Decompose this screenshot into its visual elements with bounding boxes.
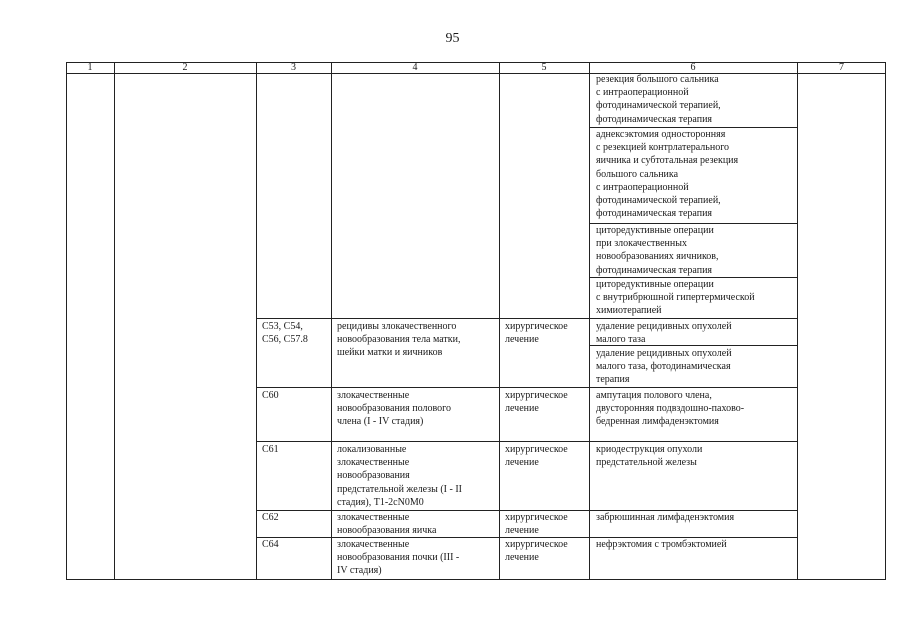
disease-cell: злокачественные новообразования почки (III - IV стадия)	[337, 539, 460, 577]
row-divider	[256, 387, 797, 388]
treatment-method-cell: резекция большого сальника с интраоперационной фотодинамической терапией, фотодинамическая терапия	[596, 74, 721, 125]
disease-cell: злокачественные новообразования яичка	[337, 512, 437, 537]
disease-cell: рецидивы злокачественного новообразования тела матки, шейки матки и яичников	[337, 321, 461, 359]
treatment-method-cell: криодеструкция опухоли предстательной железы	[596, 444, 703, 469]
column-divider	[797, 62, 798, 580]
column-header: 2	[182, 62, 188, 73]
icd-code-cell: C62	[262, 512, 279, 523]
disease-cell: злокачественные новообразования полового члена (I - IV стадия)	[337, 390, 451, 428]
treatment-method-cell: аднексэктомия односторонняя с резекцией контрлатерального яичника и субтотальная резекция большого сальника с интраоперационной фотодинамической терапией, фотодинамическая терапия	[596, 129, 739, 220]
column-divider	[331, 62, 332, 580]
disease-cell: локализованные злокачественные новообразования предстательной железы (I - II стадия), T1-2cN0M0	[337, 444, 463, 508]
row-divider	[256, 441, 797, 442]
treatment-type-cell: хирургическое лечение	[505, 444, 568, 469]
treatment-method-cell: забрюшинная лимфаденэктомия	[596, 512, 735, 523]
icd-code-cell: C60	[262, 390, 279, 401]
icd-code-cell: C64	[262, 539, 279, 550]
treatment-method-cell: циторедуктивные операции при злокачественных новообразованиях яичников, фотодинамическая терапия	[596, 225, 719, 276]
treatment-type-cell: хирургическое лечение	[505, 539, 568, 564]
column-header: 5	[541, 62, 547, 73]
treatment-method-cell: циторедуктивные операции с внутрибрюшной гипертермической химиотерапией	[596, 279, 755, 317]
treatment-method-cell: удаление рецидивных опухолей малого таза	[596, 321, 732, 346]
icd-code-cell: C61	[262, 444, 279, 455]
column-divider	[114, 62, 115, 580]
treatment-type-cell: хирургическое лечение	[505, 390, 568, 415]
treatment-method-cell: нефрэктомия с тромбэктомией	[596, 539, 727, 550]
treatment-type-cell: хирургическое лечение	[505, 512, 568, 537]
icd-code-cell: C53, C54, C56, C57.8	[262, 321, 308, 346]
column-header: 6	[690, 62, 696, 73]
treatment-method-cell: ампутация полового члена, двусторонняя подвздошно-пахово- бедренная лимфаденэктомия	[596, 390, 745, 428]
column-divider	[499, 62, 500, 580]
column-divider	[256, 62, 257, 580]
page-number: 95	[445, 31, 460, 46]
row-divider	[256, 318, 797, 319]
column-header: 7	[839, 62, 844, 73]
treatment-method-cell: удаление рецидивных опухолей малого таза, фотодинамическая терапия	[596, 348, 732, 386]
column-divider	[589, 62, 590, 580]
treatment-type-cell: хирургическое лечение	[505, 321, 568, 346]
column-header: 1	[87, 62, 93, 73]
column-header: 3	[291, 62, 296, 73]
column-header: 4	[412, 62, 418, 73]
